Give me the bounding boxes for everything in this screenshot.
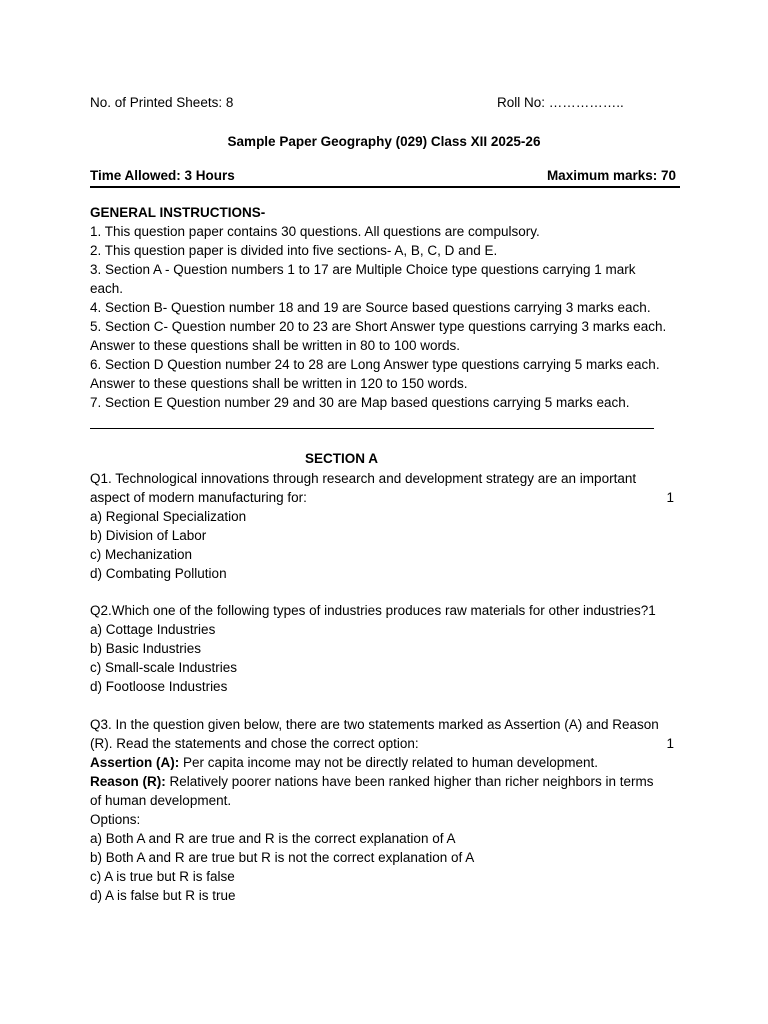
q3-options-label: Options: (90, 812, 141, 827)
time-allowed: Time Allowed: 3 Hours (90, 168, 235, 183)
q3-text-cont: (R). Read the statements and chose the correct option: (90, 736, 419, 751)
maximum-marks: Maximum marks: 70 (546, 168, 676, 183)
instruction-line: 4. Section B- Question number 18 and 19 are Source based questions carrying 3 marks each. (90, 300, 651, 315)
q1-option: b) Division of Labor (90, 528, 207, 543)
q2-option: c) Small-scale Industries (90, 660, 238, 675)
q2-text: Q2.Which one of the following types of industries produces raw materials for other industries?1 (90, 603, 656, 618)
q1-option: d) Combating Pollution (90, 566, 227, 581)
instruction-line: 7. Section E Question number 29 and 30 are Map based questions carrying 5 marks each. (90, 395, 630, 410)
instruction-line: 6. Section D Question number 24 to 28 are Long Answer type questions carrying 5 marks each. (90, 357, 660, 372)
q1-option: c) Mechanization (90, 547, 193, 562)
instruction-line: Answer to these questions shall be written in 80 to 100 words. (90, 338, 460, 353)
instructions-heading: GENERAL INSTRUCTIONS- (90, 205, 266, 220)
reason-label: Reason (R): (90, 774, 166, 789)
q3-mark: 1 (666, 736, 674, 751)
q2-option: b) Basic Industries (90, 641, 202, 656)
instruction-line: 1. This question paper contains 30 questions. All questions are compulsory. (90, 224, 540, 239)
header-divider (90, 186, 680, 188)
assertion-text: Per capita income may not be directly related to human development. (179, 755, 598, 770)
instruction-line: 3. Section A - Question numbers 1 to 17 are Multiple Choice type questions carrying 1 mark (90, 262, 636, 277)
q3-option: a) Both A and R are true and R is the correct explanation of A (90, 831, 456, 846)
q1-option: a) Regional Specialization (90, 509, 247, 524)
section-a-heading: SECTION A (305, 451, 379, 466)
instruction-line: 2. This question paper is divided into five sections- A, B, C, D and E. (90, 243, 498, 258)
assertion-label: Assertion (A): (90, 755, 180, 770)
instruction-line: 5. Section C- Question number 20 to 23 are Short Answer type questions carrying 3 marks each. (90, 319, 667, 334)
q3-option: d) A is false but R is true (90, 888, 236, 903)
q1-text: Q1. Technological innovations through research and development strategy are an important (90, 471, 637, 486)
q3-reason-cont: of human development. (90, 793, 232, 808)
reason-text: Relatively poorer nations have been ranked higher than richer neighbors in terms (165, 774, 654, 789)
printed-sheets: No. of Printed Sheets: 8 (90, 95, 234, 110)
q3-option: c) A is true but R is false (90, 869, 235, 884)
roll-number: Roll No: …………….. (497, 95, 624, 110)
q2-option: d) Footloose Industries (90, 679, 228, 694)
q3-assertion (90, 754, 680, 772)
q1-text-cont: aspect of modern manufacturing for: (90, 490, 307, 505)
section-separator (90, 428, 654, 429)
q1-mark: 1 (666, 490, 674, 505)
instruction-line: Answer to these questions shall be written in 120 to 150 words. (90, 376, 468, 391)
paper-title: Sample Paper Geography (029) Class XII 2025-26 (227, 134, 541, 149)
instruction-line: each. (90, 281, 124, 296)
q3-reason (90, 773, 680, 791)
q3-option: b) Both A and R are true but R is not the correct explanation of A (90, 850, 475, 865)
q2-option: a) Cottage Industries (90, 622, 216, 637)
q3-text: Q3. In the question given below, there are two statements marked as Assertion (A) and Reason (90, 717, 659, 732)
